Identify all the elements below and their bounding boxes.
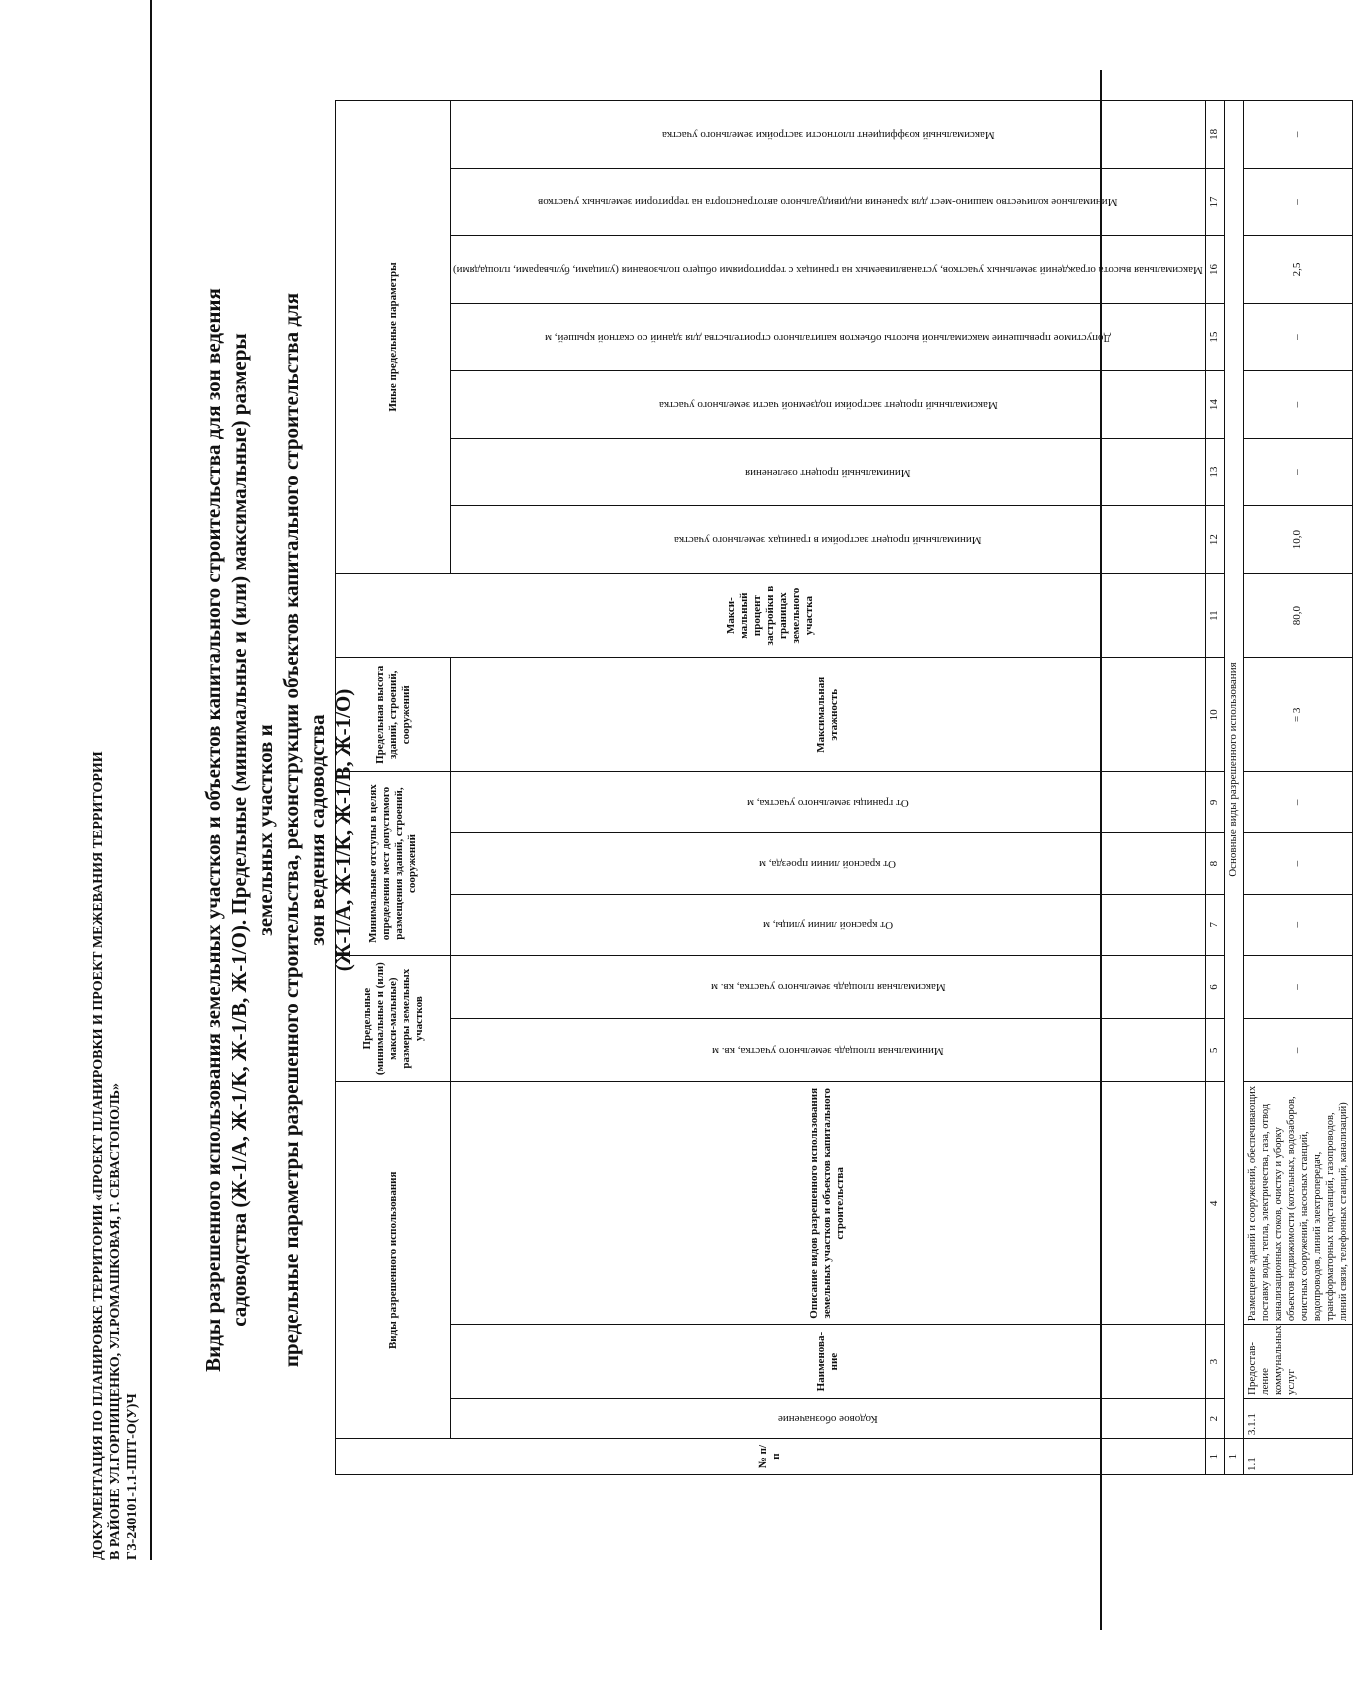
row-setback-border: –	[1243, 772, 1352, 833]
row-min-area: –	[1243, 1019, 1352, 1082]
row-code: 3.1.1	[1243, 1399, 1352, 1439]
header-p12: Минимальный процент застройки в границах земельного участка	[451, 506, 1206, 574]
column-numbers-row	[1205, 101, 1224, 1475]
col-number: 4	[1205, 1082, 1224, 1325]
col-number: 11	[1205, 573, 1224, 657]
row-setback-passage: –	[1243, 833, 1352, 894]
col-number: 6	[1205, 955, 1224, 1018]
header-row-1	[336, 101, 451, 1475]
header-min-area: Минимальная площадь земельного участка, кв. м	[451, 1019, 1206, 1082]
col-number: 1	[1205, 1439, 1224, 1475]
header-max-floors: Максимальная этажность	[451, 658, 1206, 772]
row-description: Размещение зданий и сооружений, обеспечивающих поставку воды, тепла, электричества, газа, отвод канализационных стоков, очистку и уборку объектов недвижимости (котельных, водозаборов, очистных сооружений, насосных станций, водопроводов, линий электропередач, трансформаторных подстанций, газопроводов, линий связи, телефонных станций, канализаций)	[1243, 1082, 1352, 1325]
col-number: 3	[1205, 1325, 1224, 1399]
title-line: предельные параметры разрешенного строительства, реконструкции объектов капитального строительства для зон ведения садоводства	[279, 292, 329, 1368]
title-line: (Ж-1/А, Ж-1/К, Ж-1/В, Ж-1/О)	[331, 688, 355, 972]
table-row	[1243, 101, 1352, 1475]
section-row	[1224, 101, 1243, 1475]
header-p14: Максимальный процент застройки подземной части земельного участка	[451, 371, 1206, 439]
header-vri-group: Виды разрешенного использования	[336, 1082, 451, 1439]
header-line: В РАЙОНЕ УЛ.ГОРПИЩЕНКО, УЛ.РОМАШКОВАЯ, Г. СЕВАСТОПОЛЬ»	[108, 1082, 123, 1560]
col-number: 2	[1205, 1399, 1224, 1439]
row-name: Предостав-ление коммунальных услуг	[1243, 1325, 1352, 1399]
header-line: ДОКУМЕНТАЦИЯ ПО ПЛАНИРОВКЕ ТЕРРИТОРИИ «ПРОЕКТ ПЛАНИРОВКИ И ПРОЕКТ МЕЖЕВАНИЯ ТЕРРИТОРИИ	[91, 751, 106, 1560]
section-number: 1	[1224, 1439, 1243, 1475]
header-setback-street: От красной линии улицы, м	[451, 894, 1206, 955]
document-page	[50, 70, 1349, 1630]
col-number: 12	[1205, 506, 1224, 574]
header-p13: Минимальный процент озеленения	[451, 438, 1206, 506]
footer-rule	[1100, 70, 1102, 1630]
header-p16: Максимальная высота ограждений земельных участков, устанавливаемых на границах с территориями общего пользования (улицами, бульварами, площадями)	[451, 236, 1206, 304]
document-header	[90, 160, 141, 1560]
header-size-group: Предельные (минимальные и (или) макси-мальные) размеры земельных участков	[336, 955, 451, 1082]
col-number: 15	[1205, 303, 1224, 371]
col-number: 8	[1205, 833, 1224, 894]
page-title	[200, 280, 356, 1380]
row-p15: –	[1243, 303, 1352, 371]
row-p17: –	[1243, 168, 1352, 236]
row-p12: 10,0	[1243, 506, 1352, 574]
col-number: 10	[1205, 658, 1224, 772]
title-line: садоводства (Ж-1/А, Ж-1/К, Ж-1/В, Ж-1/О). Предельные (минимальные и (или) максимальные) размеры земельных участков и	[227, 333, 277, 1327]
row-setback-street: –	[1243, 894, 1352, 955]
document-code: ГЗ-240101-1.1-ППТ-О(У)Ч	[125, 1393, 140, 1560]
section-title: Основные виды разрешенного использования	[1224, 101, 1243, 1439]
row-p14: –	[1243, 371, 1352, 439]
header-height-group: Предельная высота зданий, строений, сооружений	[336, 658, 451, 772]
col-number: 7	[1205, 894, 1224, 955]
header-setback-passage: От красной линии проезда, м	[451, 833, 1206, 894]
row-p13: –	[1243, 438, 1352, 506]
row-num: 1.1	[1243, 1439, 1352, 1475]
header-code	[451, 1399, 1206, 1439]
header-p17: Минимальное количество машино-мест для хранения индивидуального автотранспорта на территории земельных участков	[451, 168, 1206, 236]
title-line: Виды разрешенного использования земельных участков и объектов капитального строительства для зон ведения	[201, 288, 225, 1372]
col-number: 14	[1205, 371, 1224, 439]
row-p16: 2,5	[1243, 236, 1352, 304]
header-p15: Допустимое превышение максимальной высоты объектов капитального строительства для зданий со скатной крышей, м	[451, 303, 1206, 371]
header-max-area: Максимальная площадь земельного участка, кв. м	[451, 955, 1206, 1018]
header-description: Описание видов разрешенного использования земельных участков и объектов капитального строительства	[451, 1082, 1206, 1325]
row-max-coverage: 80,0	[1243, 573, 1352, 657]
col-number: 16	[1205, 236, 1224, 304]
col-number: 5	[1205, 1019, 1224, 1082]
header-rule	[150, 0, 152, 1560]
row-p18: –	[1243, 101, 1352, 169]
col-number: 17	[1205, 168, 1224, 236]
header-max-coverage: Макси-мальный процент застройки в границах земельного участка	[336, 573, 1206, 657]
header-p18: Максимальный коэффициент плотности застройки земельного участка	[451, 101, 1206, 169]
header-name: Наименова-ние	[451, 1325, 1206, 1399]
header-code-text: Кодовое обозначение	[777, 1413, 878, 1426]
col-number: 9	[1205, 772, 1224, 833]
row-max-area: –	[1243, 955, 1352, 1018]
header-num: № п/п	[336, 1439, 1206, 1475]
parameters-table	[335, 100, 1353, 1475]
header-setback-border: От границы земельного участка, м	[451, 772, 1206, 833]
col-number: 13	[1205, 438, 1224, 506]
col-number: 18	[1205, 101, 1224, 169]
header-other-group: Иные предельные параметры	[336, 101, 451, 574]
header-setback-group: Минимальные отступы в целях определения мест допустимого размещения зданий, строений, сооружений	[336, 772, 451, 956]
row-max-floors: = 3	[1243, 658, 1352, 772]
